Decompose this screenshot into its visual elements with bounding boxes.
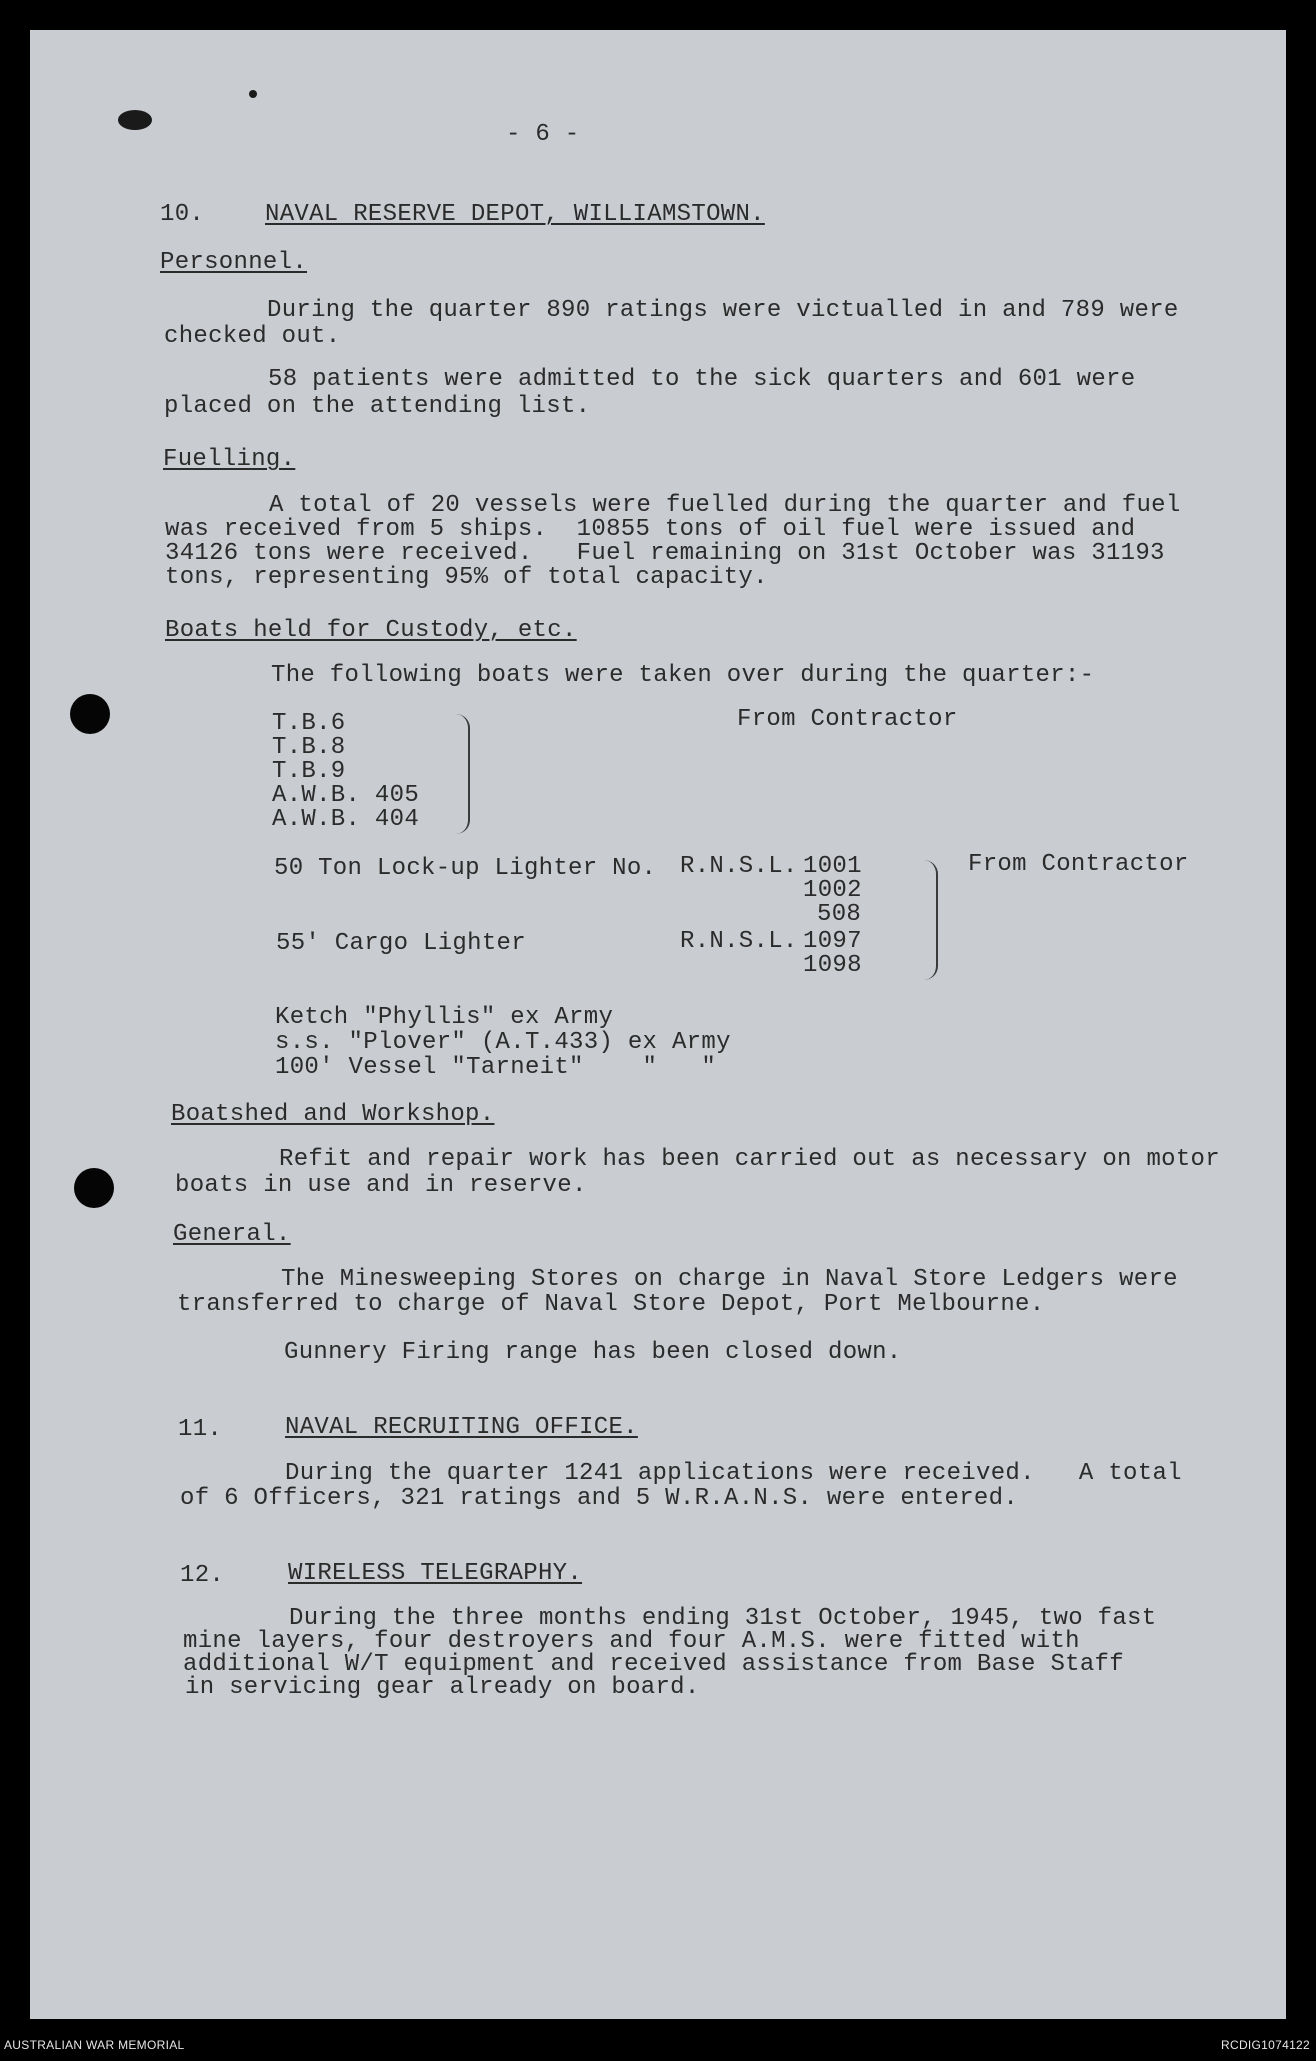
paragraph-line: 58 patients were admitted to the sick quarters and 601 were — [268, 366, 1136, 393]
boat-item: s.s. "Plover" (A.T.433) ex Army — [275, 1029, 731, 1056]
subheading-boats: Boats held for Custody, etc. — [165, 617, 577, 644]
bracket — [922, 860, 938, 980]
page-number: - 6 - — [506, 121, 580, 148]
paragraph-line: transferred to charge of Naval Store Depot, Port Melbourne. — [177, 1291, 1045, 1318]
paragraph-line: checked out. — [164, 323, 341, 350]
paragraph-line: During the quarter 1241 applications were received. A total — [285, 1460, 1182, 1487]
boat-item: 100' Vessel "Tarneit" " " — [275, 1054, 717, 1081]
subheading-general: General. — [173, 1221, 291, 1248]
boat-item: T.B.9 — [272, 758, 346, 785]
punch-hole-top — [70, 694, 110, 734]
lighter-number: 1098 — [803, 952, 862, 979]
lighter-prefix: R.N.S.L. — [680, 928, 798, 955]
paragraph-line: mine layers, four destroyers and four A.M.S. were fitted with — [183, 1628, 1080, 1655]
section-number: 11. — [178, 1416, 223, 1443]
footer-record-id: RCDIG1074122 — [1221, 2038, 1310, 2052]
bracket — [454, 714, 470, 834]
footer-credit: AUSTRALIAN WAR MEMORIAL — [4, 2038, 185, 2052]
boat-item: T.B.8 — [272, 734, 346, 761]
paragraph-line: During the three months ending 31st October, 1945, two fast — [289, 1605, 1157, 1632]
subheading-fuelling: Fuelling. — [163, 446, 296, 473]
paragraph-line: tons, representing 95% of total capacity. — [165, 564, 768, 591]
lighter-label: 55' Cargo Lighter — [276, 930, 526, 957]
paragraph-line: placed on the attending list. — [164, 393, 591, 420]
lighter-label: 50 Ton Lock-up Lighter No. — [274, 855, 657, 882]
boat-item: A.W.B. 404 — [272, 806, 420, 833]
paragraph-line: The Minesweeping Stores on charge in Naval Store Ledgers were — [281, 1266, 1178, 1293]
boat-item: A.W.B. 405 — [272, 782, 420, 809]
section-number: 10. — [160, 201, 205, 228]
paragraph-line: Refit and repair work has been carried out as necessary on motor — [279, 1146, 1220, 1173]
section-title: WIRELESS TELEGRAPHY. — [288, 1560, 583, 1587]
boat-item: Ketch "Phyllis" ex Army — [275, 1004, 614, 1031]
lighter-number: 1097 — [803, 928, 862, 955]
paragraph-line: A total of 20 vessels were fuelled during the quarter and fuel — [269, 492, 1181, 519]
lighter-prefix: R.N.S.L. — [680, 853, 798, 880]
lighter-number: 1001 — [803, 853, 862, 880]
subheading-personnel: Personnel. — [160, 249, 308, 276]
subheading-boatshed: Boatshed and Workshop. — [171, 1101, 495, 1128]
punch-hole-bottom — [74, 1168, 114, 1208]
document-page — [30, 30, 1286, 2019]
paragraph-line: During the quarter 890 ratings were victualled in and 789 were — [267, 297, 1179, 324]
section-title: NAVAL RESERVE DEPOT, WILLIAMSTOWN. — [265, 201, 765, 228]
boat-item: T.B.6 — [272, 710, 346, 737]
lighter-number: 508 — [817, 901, 862, 928]
paragraph-line: in servicing gear already on board. — [185, 1674, 700, 1701]
paragraph-line: of 6 Officers, 321 ratings and 5 W.R.A.N.S. were entered. — [180, 1485, 1019, 1512]
paragraph-line: Gunnery Firing range has been closed down. — [284, 1339, 902, 1366]
boat-source: From Contractor — [737, 706, 958, 733]
boat-source: From Contractor — [968, 851, 1189, 878]
paragraph-line: boats in use and in reserve. — [175, 1172, 587, 1199]
section-number: 12. — [180, 1562, 225, 1589]
lighter-number: 1002 — [803, 877, 862, 904]
paragraph-line: 34126 tons were received. Fuel remaining on 31st October was 31193 — [165, 540, 1165, 567]
section-title: NAVAL RECRUITING OFFICE. — [285, 1414, 638, 1441]
ink-speck — [249, 90, 257, 98]
paragraph-line: was received from 5 ships. 10855 tons of oil fuel were issued and — [165, 516, 1136, 543]
paragraph-line: The following boats were taken over during the quarter:- — [271, 662, 1095, 689]
ink-blot — [118, 110, 152, 130]
paragraph-line: additional W/T equipment and received assistance from Base Staff — [183, 1651, 1124, 1678]
